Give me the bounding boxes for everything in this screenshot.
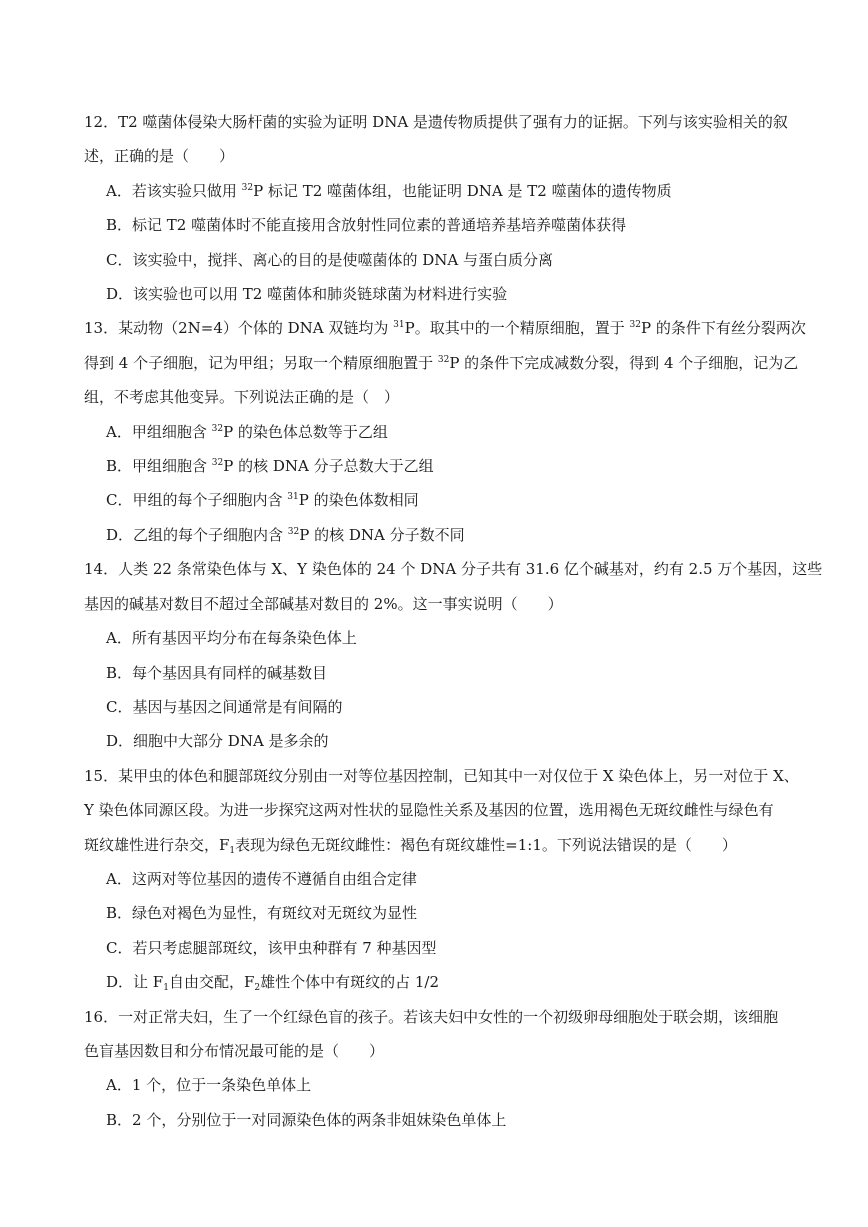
- question-stem-line: 基因的碱基对数目不超过全部碱基对数目的 2%。这一事实说明（ ）: [84, 594, 563, 613]
- question-stem-line: 组，不考虑其他变异。下列说法正确的是（ ）: [84, 388, 400, 407]
- question-stem-line: 斑纹雄性进行杂交，$F_1$表现为绿色无斑纹雌性：褐色有斑纹雄性=1:1。下列说法错误的是（ ）: [84, 835, 737, 856]
- question-stem-line: 13．某动物（2N=4）个体的 DNA 双链均为 $^{31}$P。取其中的一个精原细胞，置于 $^{32}$P 的条件下有丝分裂两次: [84, 319, 806, 338]
- superscript: 32: [211, 458, 224, 469]
- superscript: 32: [241, 182, 254, 193]
- question-stem-line: 16．一对正常夫妇，生了一个红绿色盲的孩子。若该夫妇中女性的一个初级卵母细胞处于联会期，该细胞: [84, 1007, 779, 1026]
- answer-option: D．该实验也可以用 T2 噬菌体和肺炎链球菌为材料进行实验: [106, 285, 508, 304]
- answer-option: B．每个基因具有同样的碱基数目: [106, 663, 328, 682]
- answer-option: B．甲组细胞含 $^{32}$P 的核 DNA 分子总数大于乙组: [106, 457, 434, 476]
- subscript: 1: [163, 983, 169, 994]
- answer-option: C．该实验中，搅拌、离心的目的是使噬菌体的 DNA 与蛋白质分离: [106, 250, 553, 269]
- answer-option: D．让 $F_1$自由交配，$F_2$雄性个体中有斑纹的占 1/2: [106, 973, 440, 994]
- question-stem-line: 15．某甲虫的体色和腿部斑纹分别由一对等位基因控制，已知其中一对仅位于 X 染色体上，另一对位于 X、: [84, 766, 799, 785]
- answer-option: A．甲组细胞含 $^{32}$P 的染色体总数等于乙组: [106, 422, 388, 441]
- answer-option: C．基因与基因之间通常是有间隔的: [106, 697, 343, 716]
- answer-option: B．2 个，分别位于一对同源染色体的两条非姐妹染色单体上: [106, 1110, 507, 1129]
- question-stem-line: 色盲基因数目和分布情况最可能的是（ ）: [84, 1041, 385, 1060]
- superscript: 32: [629, 320, 641, 331]
- superscript: 32: [287, 526, 300, 537]
- question-block: [84, 552, 823, 758]
- subscript: 2: [254, 983, 261, 994]
- superscript: 31: [287, 492, 299, 503]
- answer-option: A．这两对等位基因的遗传不遵循自由组合定律: [106, 869, 417, 888]
- answer-option: C．若只考虑腿部斑纹，该甲虫种群有 7 种基因型: [106, 938, 437, 957]
- question-stem-line: 14．人类 22 条常染色体与 X、Y 染色体的 24 个 DNA 分子共有 31.6 亿个碱基对，约有 2.5 万个基因，这些: [84, 560, 823, 579]
- answer-option: A．所有基因平均分布在每条染色体上: [106, 629, 357, 648]
- question-block: [84, 105, 798, 311]
- answer-option: B．标记 T2 噬菌体时不能直接用含放射性同位素的普通培养基培养噬菌体获得: [106, 216, 627, 235]
- question-stem-line: 12．T2 噬菌体侵染大肠杆菌的实验为证明 DNA 是遗传物质提供了强有力的证据。下列与该实验相关的叙: [84, 113, 788, 131]
- superscript: 31: [393, 320, 405, 331]
- answer-option: A．若该实验只做用 $^{32}$P 标记 T2 噬菌体组，也能证明 DNA 是 T2 噬菌体的遗传物质: [106, 181, 672, 200]
- answer-option: C．甲组的每个子细胞内含 $^{31}$P 的染色体数相同: [106, 491, 419, 510]
- question-stem-line: Y 染色体同源区段。为进一步探究这两对性状的显隐性关系及基因的位置，选用褐色无斑纹雌性与绿色有: [84, 801, 774, 820]
- superscript: 32: [211, 423, 224, 434]
- subscript: 1: [229, 845, 236, 856]
- question-stem-line: 述，正确的是（ ）: [84, 147, 235, 166]
- answer-option: D．细胞中大部分 DNA 是多余的: [106, 732, 329, 751]
- superscript: 32: [437, 354, 450, 365]
- question-block: [84, 311, 806, 552]
- answer-option: D．乙组的每个子细胞内含 $^{32}$P 的核 DNA 分子数不同: [106, 525, 465, 544]
- question-block: [84, 759, 798, 1000]
- answer-option: A．1 个，位于一条染色单体上: [106, 1076, 312, 1095]
- answer-option: B．绿色对褐色为显性，有斑纹对无斑纹为显性: [106, 904, 418, 923]
- question-block: [84, 1000, 798, 1138]
- question-stem-line: 得到 4 个子细胞，记为甲组；另取一个精原细胞置于 $^{32}$P 的条件下完成减数分裂，得到 4 个子细胞，记为乙: [84, 353, 799, 372]
